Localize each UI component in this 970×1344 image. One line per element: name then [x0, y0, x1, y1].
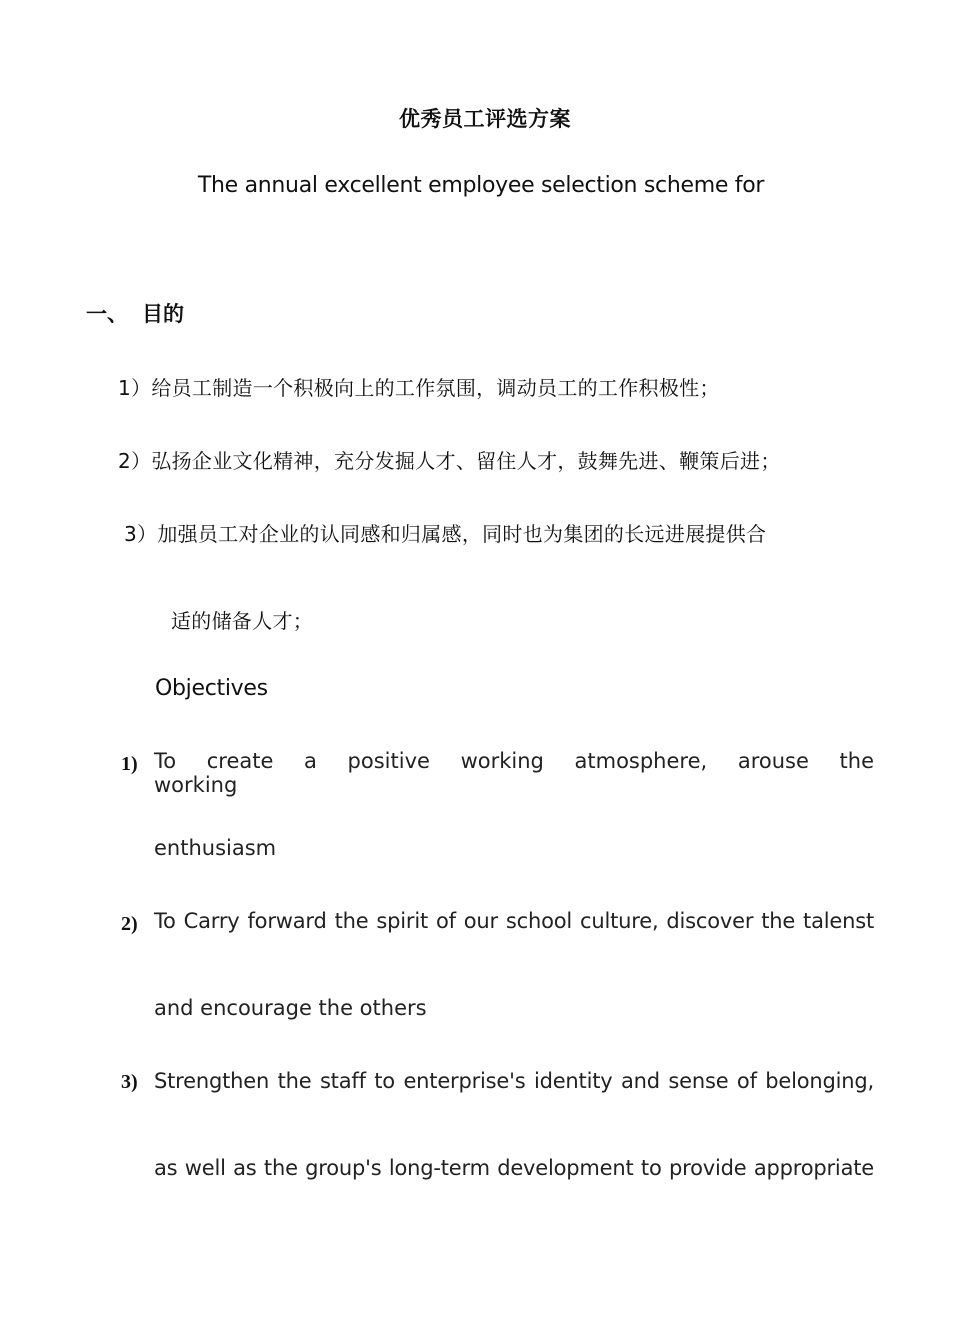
en-list-number-1: 1): [121, 753, 138, 775]
en-list-item-3-line-2: as well as the group's long-term development to provide appropriate: [154, 1156, 874, 1180]
cn-list-item-3: 3）加强员工对企业的认同感和归属感，同时也为集团的长远进展提供合: [124, 522, 767, 546]
en-list-item-2-line-1: To Carry forward the spirit of our school culture, discover the talenst: [154, 909, 874, 933]
cn-list-item-3-continued: 适的储备人才；: [171, 609, 314, 633]
section-title: 目的: [142, 302, 184, 326]
en-list-number-3: 3): [121, 1071, 138, 1093]
en-list-item-1-line-2: enthusiasm: [154, 836, 277, 860]
objectives-heading: Objectives: [155, 676, 268, 701]
en-list-item-1-line-1: To create a positive working atmosphere, arouse the working: [154, 749, 874, 797]
section-heading-purpose: [86, 298, 184, 328]
en-list-item-3-line-1: Strengthen the staff to enterprise's identity and sense of belonging,: [154, 1069, 874, 1093]
cn-list-item-2: 2）弘扬企业文化精神，充分发掘人才、留住人才，鼓舞先进、鞭策后进；: [118, 449, 781, 473]
en-list-item-2-line-2: and encourage the others: [154, 996, 427, 1020]
document-title-chinese: 优秀员工评选方案: [399, 107, 571, 131]
cn-list-item-1: 1）给员工制造一个积极向上的工作氛围，调动员工的工作积极性；: [118, 376, 720, 400]
document-title-english: The annual excellent employee selection scheme for: [197, 173, 765, 198]
en-list-number-2: 2): [121, 913, 138, 935]
section-number: 一、: [86, 302, 128, 326]
